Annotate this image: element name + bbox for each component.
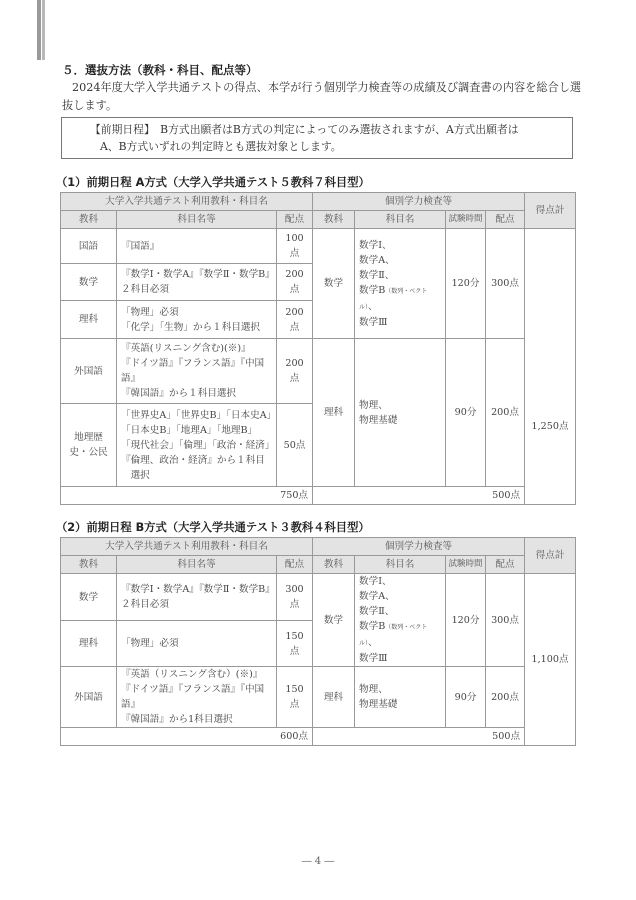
subject-cell: 理科 — [61, 621, 117, 667]
grand-total-cell: 1,100点 — [525, 574, 576, 746]
table-row — [61, 667, 576, 728]
line-part: 数学B — [359, 621, 386, 632]
line — [359, 283, 441, 315]
header-subject-names: 科目名等 — [117, 211, 277, 229]
ind-subject-names-cell — [355, 667, 446, 728]
total-row — [61, 728, 576, 746]
line — [359, 619, 441, 651]
ind-subject-cell: 数学 — [313, 574, 355, 667]
header-ind-subject-names: 科目名 — [355, 211, 446, 229]
header-subject: 教科 — [61, 211, 117, 229]
subject-names-cell — [117, 621, 277, 667]
subject-cell: 数学 — [61, 264, 117, 301]
line: 「世界史A」「世界史B」「日本史A」 — [121, 409, 277, 421]
individual-total-cell: 500点 — [313, 728, 525, 746]
header-individual: 個別学力検査等 — [313, 538, 525, 556]
line: 物理、 — [359, 684, 388, 695]
line: 物理基礎 — [359, 414, 398, 426]
notice-line-1: 【前期日程】 B方式出願者はB方式の判定によってのみ選抜されますが、A方式出願者は — [90, 123, 519, 136]
header-common-test: 大学入学共通テスト利用教科・科目名 — [61, 193, 313, 211]
header-points: 配点 — [277, 556, 313, 574]
exam-time-cell: 90分 — [446, 667, 486, 728]
table-row — [61, 229, 576, 264]
grand-total-cell: 1,250点 — [525, 229, 576, 505]
header-points: 配点 — [277, 211, 313, 229]
header-common-test: 大学入学共通テスト利用教科・科目名 — [61, 538, 313, 556]
line: 『ドイツ語』『フランス語』『中国語』 — [121, 358, 265, 384]
line: 数学Ⅰ、 — [359, 576, 392, 587]
line-part: 、 — [368, 300, 378, 312]
line: 物理、 — [359, 399, 388, 411]
header-total: 得点計 — [525, 538, 576, 574]
line: ２科目必須 — [121, 284, 169, 295]
subject-cell: 数学 — [61, 574, 117, 621]
header-subject: 教科 — [61, 556, 117, 574]
margin-bar — [37, 0, 41, 60]
line: 『数学Ⅰ・数学A』『数学Ⅱ・数学B』 — [121, 269, 275, 280]
subject-names-cell — [117, 264, 277, 301]
line-part: 、 — [368, 637, 378, 648]
line: 数学Ⅲ — [359, 316, 388, 328]
subject-names-cell — [117, 301, 277, 339]
line: 選択 — [121, 469, 150, 481]
table-row — [61, 339, 576, 404]
ind-subject-names-cell — [355, 229, 446, 339]
line-part-small: （数列・ベクトル） — [359, 287, 428, 311]
ind-points-cell: 200点 — [486, 667, 525, 728]
notice-line-2: A、B方式いずれの判定時とも選抜対象とします。 — [100, 140, 342, 153]
page-number: ― 4 ― — [301, 856, 335, 867]
subject-cell: 国語 — [61, 229, 117, 264]
points-cell: 200点 — [277, 339, 313, 404]
line: 数学Ⅰ、 — [359, 239, 392, 251]
subject-names-cell — [117, 229, 277, 264]
subject-names-cell — [117, 339, 277, 404]
ind-subject-names-cell — [355, 339, 446, 487]
individual-total-cell: 500点 — [313, 487, 525, 505]
ind-points-cell: 200点 — [486, 339, 525, 487]
common-total-cell: 750点 — [61, 487, 313, 505]
subject-cell: 理科 — [61, 301, 117, 339]
exam-time-cell: 120分 — [446, 229, 486, 339]
line: 『英語(リスニング含む)(※)』 — [121, 343, 251, 354]
line: 「物理」必須 — [121, 638, 179, 650]
line: 数学A、 — [359, 254, 395, 266]
line: 『英語（リスニング含む）(※)』 — [121, 669, 263, 680]
table-row — [61, 574, 576, 621]
header-ind-points: 配点 — [486, 211, 525, 229]
subject-cell: 外国語 — [61, 667, 117, 728]
line: 「現代社会」「倫理」「政治・経済」 — [121, 439, 275, 451]
points-cell: 150点 — [277, 667, 313, 728]
exam-time-cell: 90分 — [446, 339, 486, 487]
exam-time-cell: 120分 — [446, 574, 486, 667]
ind-subject-cell: 理科 — [313, 667, 355, 728]
line: 『韓国語』から１科目選択 — [121, 388, 237, 399]
line: 「化学」「生物」から１科目選択 — [121, 321, 261, 333]
header-exam-time: 試験時間 — [446, 556, 486, 574]
header-total: 得点計 — [525, 193, 576, 229]
line-part-small: （数列・ベクトル） — [359, 624, 428, 647]
line: 数学A、 — [359, 591, 395, 602]
line: 「日本史B」「地理A」「地理B」 — [121, 424, 258, 436]
margin-bar — [42, 0, 45, 60]
line-part: 数学B — [359, 284, 386, 296]
header-ind-subject: 教科 — [313, 211, 355, 229]
common-total-cell: 600点 — [61, 728, 313, 746]
subject-cell: 外国語 — [61, 339, 117, 404]
ind-points-cell: 300点 — [486, 574, 525, 667]
header-individual: 個別学力検査等 — [313, 193, 525, 211]
intro-paragraph: 2024年度大学入学共通テストの得点、本学が行う個別学力検査等の成績及び調査書の内容を総合し選抜します。 — [62, 81, 582, 112]
line: 数学Ⅱ、 — [359, 606, 395, 617]
notice-box — [61, 117, 573, 159]
line: 『韓国語』から1科目選択 — [121, 714, 233, 725]
ind-subject-names-cell — [355, 574, 446, 667]
header-ind-points: 配点 — [486, 556, 525, 574]
line: 物理基礎 — [359, 699, 398, 710]
points-cell: 200点 — [277, 301, 313, 339]
ind-subject-cell: 数学 — [313, 229, 355, 339]
table-a — [60, 192, 576, 505]
subject-names-cell — [117, 574, 277, 621]
points-cell: 50点 — [277, 404, 313, 487]
header-exam-time: 試験時間 — [446, 211, 486, 229]
header-ind-subject: 教科 — [313, 556, 355, 574]
ind-subject-cell: 理科 — [313, 339, 355, 487]
points-cell: 200点 — [277, 264, 313, 301]
table-b-title: （2）前期日程 B方式（大学入学共通テスト３教科４科目型） — [56, 521, 370, 534]
points-cell: 100点 — [277, 229, 313, 264]
header-subject-names: 科目名等 — [117, 556, 277, 574]
section-title: ５．選抜方法（教科・科目、配点等） — [62, 63, 258, 77]
header-ind-subject-names: 科目名 — [355, 556, 446, 574]
line: 『国語』 — [121, 240, 160, 252]
subject-cell: 地理歴史・公民 — [61, 404, 117, 487]
line: 『ドイツ語』『フランス語』『中国語』 — [121, 684, 265, 710]
table-a-title: （1）前期日程 A方式（大学入学共通テスト５教科７科目型） — [56, 176, 370, 189]
line: 数学Ⅱ、 — [359, 269, 395, 281]
line: 『数学Ⅰ・数学A』『数学Ⅱ・数学B』 — [121, 584, 275, 596]
points-cell: 300点 — [277, 574, 313, 621]
total-row — [61, 487, 576, 505]
line: ２科目必須 — [121, 599, 169, 611]
line: 「物理」必須 — [121, 306, 179, 318]
line: 『倫理、政治・経済』から１科目 — [121, 454, 265, 466]
ind-points-cell: 300点 — [486, 229, 525, 339]
points-cell: 150点 — [277, 621, 313, 667]
subject-names-cell — [117, 667, 277, 728]
line: 数学Ⅲ — [359, 653, 388, 664]
subject-names-cell — [117, 404, 277, 487]
table-b — [60, 537, 576, 746]
